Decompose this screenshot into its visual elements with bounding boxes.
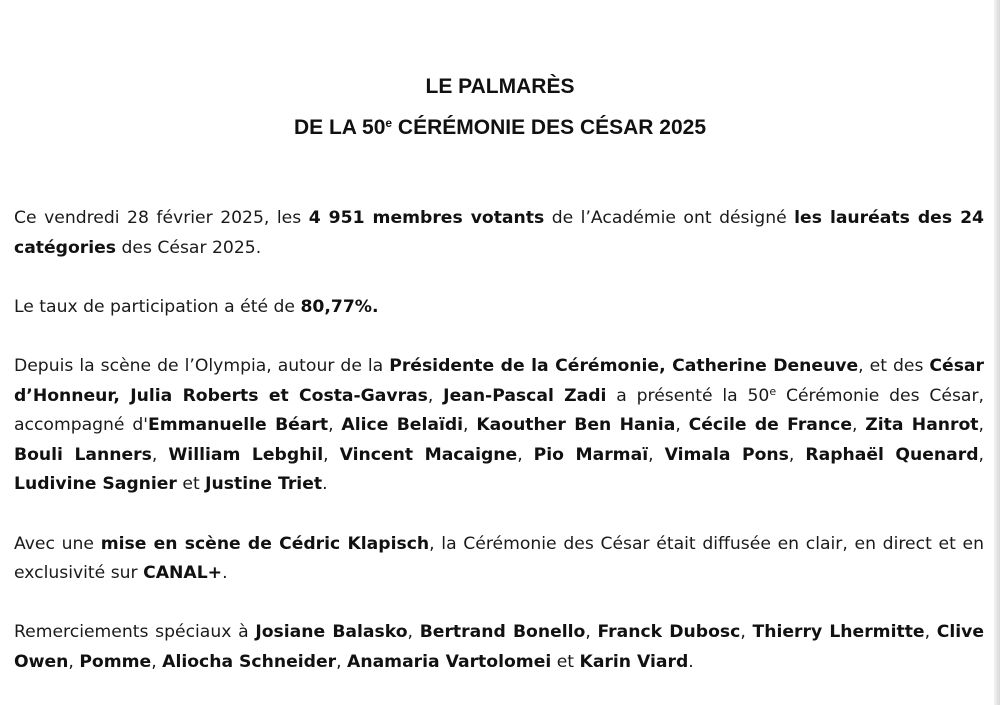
presenter-name: Emmanuelle Béart <box>147 415 329 436</box>
p3-end: . <box>322 474 328 495</box>
p5-thanks-last: Karin Viard <box>579 651 689 672</box>
paragraph-votants <box>14 204 984 263</box>
p5-end: . <box>688 651 694 672</box>
thanks-name: Thierry Lhermitte <box>752 622 925 643</box>
paragraph-ceremonie <box>14 352 984 500</box>
p4-text-2: , la Cérémonie des César était diffusée en clair, en direct et en exclusivité sur <box>14 533 985 584</box>
p3-text-2: , et des <box>858 355 930 376</box>
list-separator: , <box>517 444 534 465</box>
p2-text-1: Le taux de participation a été de <box>14 296 301 317</box>
p4-bold-channel: CANAL+ <box>143 563 223 584</box>
paragraph-participation <box>14 293 984 323</box>
list-separator: , <box>924 622 937 643</box>
presenter-name: Bouli Lanners <box>14 444 152 465</box>
presenter-name: Vimala Pons <box>664 444 789 465</box>
list-separator: , <box>463 415 477 436</box>
document-body <box>14 204 984 678</box>
thanks-name: Bertrand Bonello <box>419 622 586 643</box>
list-separator: , <box>978 415 984 436</box>
presenter-name: Kaouther Ben Hania <box>476 415 676 436</box>
list-separator: , <box>585 622 598 643</box>
document-title <box>0 66 1000 148</box>
presenter-name: Alice Belaïdi <box>341 415 464 436</box>
page-edge-shadow <box>994 0 1000 705</box>
p3-presenter-last: Justine Triet <box>205 474 323 495</box>
thanks-name: Clive Owen <box>14 622 984 672</box>
paragraph-remerciements <box>14 618 984 677</box>
list-separator: , <box>740 622 753 643</box>
title-line-1: LE PALMARÈS <box>425 75 575 98</box>
thanks-name: Franck Dubosc <box>597 622 741 643</box>
p4-text-1: Avec une <box>14 533 101 554</box>
presenter-name: Cécile de France <box>688 415 852 436</box>
p1-bold-laureats: les lauréats des 24 catégories <box>14 208 984 258</box>
thanks-name: Aliocha Schneider <box>162 651 337 672</box>
list-separator: , <box>336 651 348 672</box>
presenter-name: Pio Marmaï <box>533 444 649 465</box>
thanks-name: Anamaria Vartolomei <box>347 651 552 672</box>
p2-bold-rate: 80,77%. <box>300 296 379 317</box>
p3-ordinal-superscript: e <box>769 384 777 398</box>
p3-bold-presidente: Présidente de la Cérémonie, Catherine Deneuve <box>389 355 859 376</box>
p1-text-2: de l’Académie ont désigné <box>544 208 795 228</box>
title-line-2-prefix: DE LA 50 <box>293 116 386 139</box>
list-separator: , <box>68 651 80 672</box>
p5-text-1: Remerciements spéciaux à <box>14 622 256 643</box>
list-separator: , <box>978 444 985 465</box>
paragraph-mise-en-scene <box>14 530 984 589</box>
p3-text-1: Depuis la scène de l’Olympia, autour de la <box>14 355 390 376</box>
p1-text-1: Ce vendredi 28 février 2025, les <box>14 208 309 228</box>
list-separator: , <box>323 444 340 465</box>
list-separator: , <box>648 444 665 465</box>
p3-text-3: , <box>427 385 444 406</box>
p1-bold-votants: 4 951 membres votants <box>308 208 545 228</box>
title-line-2-suffix: CÉRÉMONIE DES CÉSAR 2025 <box>392 116 707 139</box>
presenter-name: Vincent Macaigne <box>339 444 518 465</box>
p4-bold-director: mise en scène de Cédric Klapisch <box>100 533 430 554</box>
p3-and: et <box>176 474 206 495</box>
list-separator: , <box>151 444 169 465</box>
p3-text-5: Cérémonie des César, accompagné d' <box>14 385 984 436</box>
p3-bold-host: Jean-Pascal Zadi <box>443 385 607 406</box>
p3-bold-cesar-honneur: César d’Honneur, Julia Roberts et Costa-Gavras <box>14 355 984 406</box>
presenter-name: Zita Hanrot <box>865 415 979 436</box>
presenter-name: Raphaël Quenard <box>805 444 979 465</box>
presenter-name: Ludivine Sagnier <box>14 474 177 495</box>
title-line-2 <box>0 107 1000 148</box>
list-separator: , <box>407 622 420 643</box>
p3-text-4: a présenté la 50 <box>606 385 770 406</box>
list-separator: , <box>788 444 806 465</box>
list-separator: , <box>851 415 866 436</box>
list-separator: , <box>675 415 689 436</box>
list-separator: , <box>328 415 342 436</box>
p5-and: et <box>551 651 580 672</box>
presenter-name: William Lebghil <box>168 444 324 465</box>
title-ordinal-superscript: e <box>385 115 393 130</box>
p1-text-3: des César 2025. <box>116 237 262 258</box>
thanks-name: Josiane Balasko <box>255 622 408 643</box>
list-separator: , <box>151 651 163 672</box>
thanks-name: Pomme <box>79 651 152 672</box>
p3-presenters-list <box>14 415 984 494</box>
p4-text-3: . <box>222 563 228 584</box>
